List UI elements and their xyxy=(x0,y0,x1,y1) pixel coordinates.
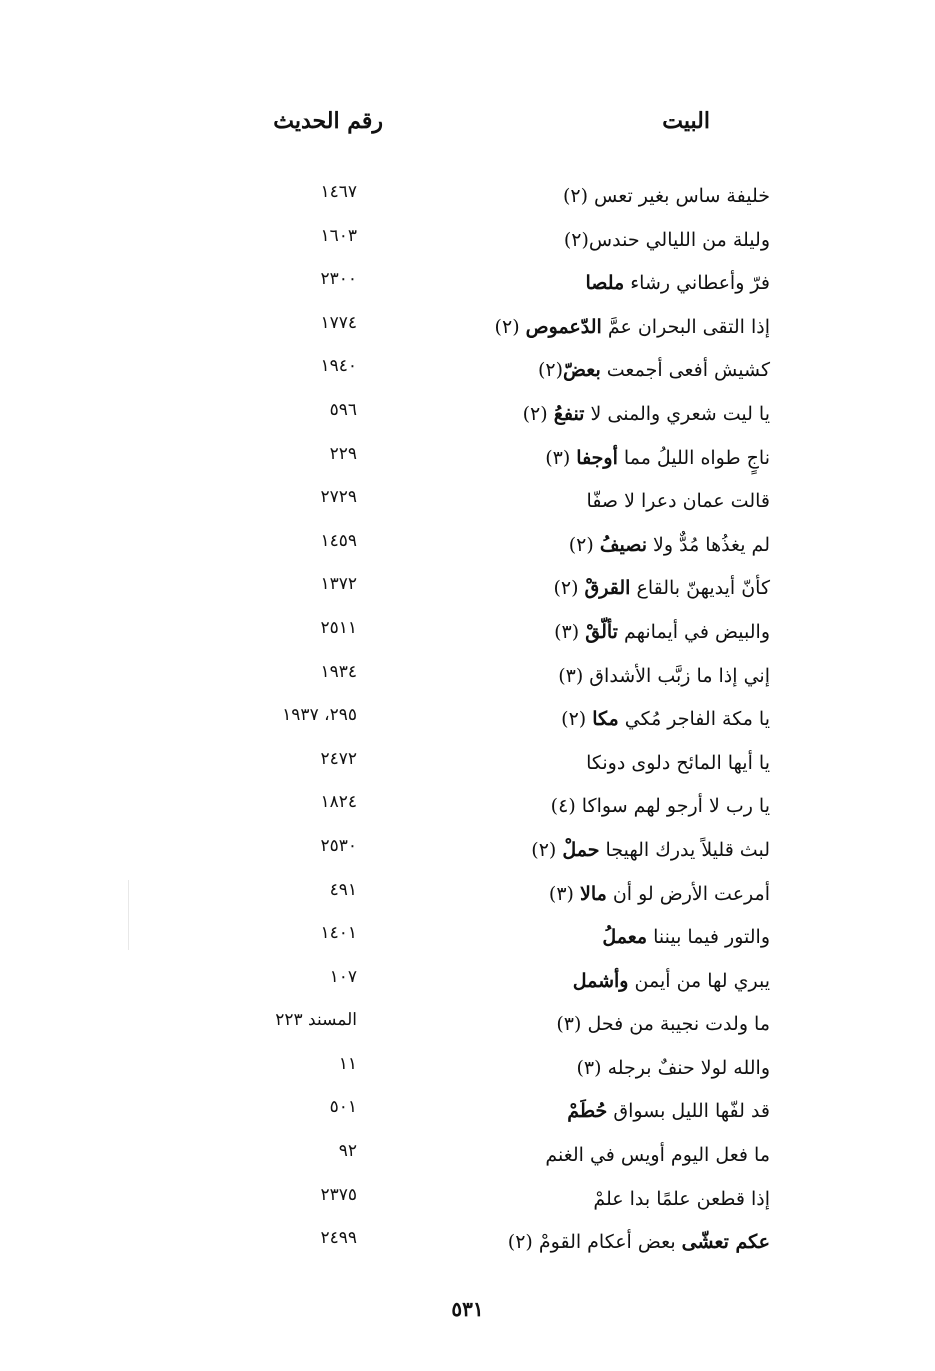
verse-text xyxy=(602,919,770,955)
verse-text-suffix: (٣) xyxy=(548,882,580,905)
verse-text-suffix: (٢) xyxy=(531,838,563,861)
table-row xyxy=(0,745,935,789)
verse-text-part: والله لولا حنفٌ برجله (٣) xyxy=(576,1056,770,1079)
verse-text xyxy=(585,265,770,301)
verse-text xyxy=(564,222,770,258)
hadith-number: المسند ٢٢٣ xyxy=(275,1010,357,1031)
table-row xyxy=(0,265,935,309)
table-row xyxy=(0,527,935,571)
verse-text-part: كأنّ أيديهنّ بالقاع xyxy=(630,577,770,600)
hadith-number: ٢٩٥، ١٩٣٧ xyxy=(282,705,357,726)
table-row xyxy=(0,483,935,527)
verse-rhyme-word: وأشمل xyxy=(572,969,629,992)
table-row xyxy=(0,222,935,266)
verse-rhyme-word: مكا xyxy=(592,708,619,731)
table-row xyxy=(0,178,935,222)
hadith-number: ١٧٧٤ xyxy=(320,312,357,333)
verse-text-suffix: (٣) xyxy=(545,446,577,469)
table-row xyxy=(0,1181,935,1225)
verse-text xyxy=(523,396,770,432)
verse-index-table xyxy=(0,178,935,1268)
hadith-number: ٢٣٧٥ xyxy=(320,1184,357,1205)
verse-text-part: ناجٍ طواه الليلُ مما xyxy=(617,446,770,469)
verse-text-part: ما ولدت نجيبة من فحل (٣) xyxy=(556,1013,770,1036)
verse-text-part: لم يغذُها مُدٌّ ولا xyxy=(647,533,770,556)
table-row xyxy=(0,1006,935,1050)
table-row xyxy=(0,1093,935,1137)
table-row xyxy=(0,788,935,832)
verse-rhyme-word: أوجفا xyxy=(576,446,618,469)
table-row xyxy=(0,919,935,963)
table-row xyxy=(0,614,935,658)
hadith-number: ٢٧٢٩ xyxy=(320,487,357,508)
verse-rhyme-word: بعضّ xyxy=(563,359,601,382)
verse-text-part: قالت عمان دعرا لا صفّا xyxy=(586,490,770,513)
hadith-number: ١٨٢٤ xyxy=(320,792,357,813)
verse-rhyme-word: حُطَمْ xyxy=(567,1100,608,1123)
hadith-number: ١٩٤٠ xyxy=(320,356,357,377)
hadith-number: ٢٣٠٠ xyxy=(320,269,357,290)
verse-text-part: والبيض في أيمانهم xyxy=(617,620,770,643)
verse-column-header: البيت xyxy=(662,108,710,134)
verse-text-part: وليلة من الليالي حندس(٢) xyxy=(563,228,770,251)
verse-text xyxy=(563,178,770,214)
hadith-number: ١٤٥٩ xyxy=(320,530,357,551)
verse-text-suffix: (٢) xyxy=(537,359,563,382)
table-row xyxy=(0,1050,935,1094)
page-number: ٥٣١ xyxy=(451,1297,484,1321)
verse-text xyxy=(508,1224,770,1260)
hadith-number: ٢٢٩ xyxy=(329,443,357,464)
table-row xyxy=(0,963,935,1007)
verse-rhyme-word: معملُ xyxy=(602,926,648,949)
verse-text-suffix: (٣) xyxy=(554,620,586,643)
verse-text-part: والتور فيما بيننا xyxy=(647,926,770,949)
verse-text-part: إذا التقى البحران عمَّ xyxy=(601,315,770,338)
table-row xyxy=(0,396,935,440)
verse-text-part: قد لفّها الليل بسواق xyxy=(607,1100,770,1123)
hadith-number: ٥٠١ xyxy=(329,1097,357,1118)
verse-text-part: خليفة ساس بغير تعس (٢) xyxy=(562,185,770,207)
table-row xyxy=(0,309,935,353)
hadith-number: ١٦٠٣ xyxy=(320,225,357,246)
verse-text xyxy=(586,745,770,781)
verse-text xyxy=(569,527,770,563)
verse-text xyxy=(593,1181,770,1217)
verse-rhyme-word: تألّقْ xyxy=(585,620,618,643)
table-row xyxy=(0,1137,935,1181)
table-row xyxy=(0,440,935,484)
verse-text xyxy=(573,963,770,999)
verse-text-suffix: (٢) xyxy=(568,533,600,556)
verse-text xyxy=(545,440,770,476)
hadith-number: ٢٥٣٠ xyxy=(320,835,357,856)
hadith-number: ١٤٠١ xyxy=(320,923,357,944)
verse-text xyxy=(567,1093,770,1129)
verse-text-part: كشيش أفعى أجمعت xyxy=(600,359,770,382)
verse-text-part: يا ليت شعري والمنى لا xyxy=(584,402,770,425)
hadith-number: ٤٩١ xyxy=(329,879,357,900)
verse-text xyxy=(556,1006,770,1042)
verse-text xyxy=(545,1137,770,1173)
table-row xyxy=(0,876,935,920)
verse-rhyme-word: ملصا xyxy=(585,272,625,295)
verse-text-suffix: (٢) xyxy=(553,577,585,600)
table-row xyxy=(0,570,935,614)
verse-text-suffix: بعض أعكام القومْ (٢) xyxy=(507,1231,682,1254)
verse-text-part: إني إذا ما زبَّب الأشداق (٣) xyxy=(558,664,770,687)
hadith-number: ١١ xyxy=(338,1053,357,1074)
verse-text xyxy=(558,658,770,694)
table-row xyxy=(0,658,935,702)
hadith-number: ٢٤٩٩ xyxy=(320,1228,357,1249)
verse-text-part: إذا قطعن علمًا بدا علمْ xyxy=(593,1187,770,1210)
verse-text xyxy=(549,876,770,912)
verse-rhyme-word: عكم تعشّى xyxy=(681,1231,770,1254)
verse-rhyme-word: القرقْ xyxy=(584,577,631,600)
verse-rhyme-word: حملْ xyxy=(562,838,600,861)
verse-rhyme-word: تنفعُ xyxy=(553,402,585,425)
verse-text xyxy=(551,788,770,824)
verse-rhyme-word: الدّعموص xyxy=(525,315,602,338)
verse-text xyxy=(554,614,770,650)
table-row xyxy=(0,352,935,396)
hadith-number: ٥٩٦ xyxy=(329,399,357,420)
verse-text-part: يبري لها من أيمن xyxy=(628,969,770,992)
hadith-number: ٢٤٧٢ xyxy=(320,748,357,769)
verse-text xyxy=(531,832,770,868)
verse-text-suffix: (٢) xyxy=(494,315,526,338)
hadith-number: ٢٥١١ xyxy=(320,617,357,638)
verse-text-part: أمرعت الأرض لو أن xyxy=(606,882,770,905)
hadith-number-column-header: رقم الحديث xyxy=(273,108,383,134)
hadith-number: ١٩٣٤ xyxy=(320,661,357,682)
verse-rhyme-word: نصيفُ xyxy=(599,533,647,556)
verse-text-part: يا رب لا أرجو لهم سواكا (٤) xyxy=(550,795,770,818)
verse-text xyxy=(576,1050,770,1086)
table-row xyxy=(0,1224,935,1268)
verse-text-part: ما فعل اليوم أويس في الغنم xyxy=(545,1144,770,1167)
verse-text-part: لبث قليلاً يدرك الهيجا xyxy=(599,838,770,861)
verse-text xyxy=(495,309,770,345)
verse-text xyxy=(587,483,770,519)
table-row xyxy=(0,701,935,745)
verse-text xyxy=(553,570,770,606)
verse-text-suffix: (٢) xyxy=(561,708,593,731)
verse-text-suffix: (٢) xyxy=(522,402,554,425)
hadith-number: ٩٢ xyxy=(338,1141,357,1162)
verse-text xyxy=(561,701,770,737)
table-row xyxy=(0,832,935,876)
verse-text-part: يا مكة الفاجر مُكي xyxy=(618,708,770,731)
hadith-number: ١٠٧ xyxy=(329,966,357,987)
verse-rhyme-word: مالا xyxy=(579,882,607,905)
hadith-number: ١٤٦٧ xyxy=(320,182,357,202)
page-edge-mark xyxy=(128,880,129,950)
hadith-number: ١٣٧٢ xyxy=(320,574,357,595)
verse-text-part: فرّ وأعطاني رشاء xyxy=(624,272,770,295)
verse-text-part: يا أيها المائح دلوى دونكا xyxy=(586,751,770,774)
verse-text xyxy=(538,352,770,388)
